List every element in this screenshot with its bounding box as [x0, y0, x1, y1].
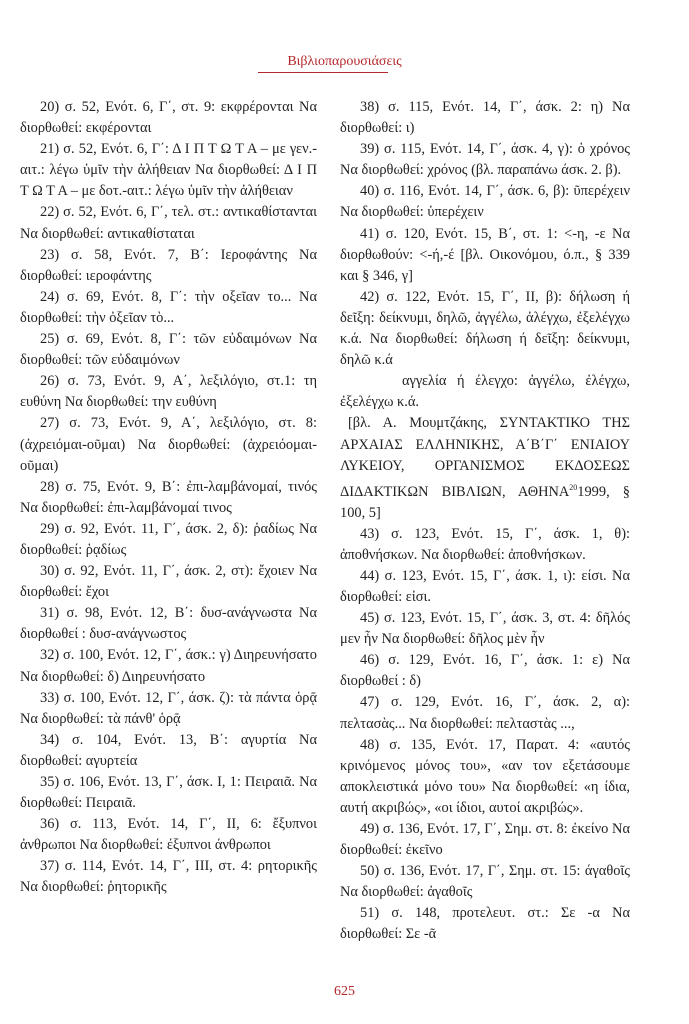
left-column — [20, 97, 317, 899]
erratum-item: 21) σ. 52, Ενότ. 6, Γ΄: Δ Ι Π Τ Ω Τ Α – με γεν.-αιτ.: λέγω ὑμῖν τὴν ἀλήθειαν Να διορθωθεί: Δ Ι Π Τ Ω Τ Α – με δοτ.-αιτ.: λέγω ὑμῖν τὴν ἀλήθειαν — [20, 141, 317, 200]
erratum-item: 45) σ. 123, Ενότ. 15, Γ΄, άσκ. 3, στ. 4: δῆλός μεν ἦν Να διορθωθεί: δῆλος μὲν ἦν — [340, 610, 630, 648]
erratum-item: 20) σ. 52, Ενότ. 6, Γ΄, στ. 9: εκφρέρονται Να διορθωθεί: εκφέρονται — [20, 99, 317, 137]
erratum-item: 34) σ. 104, Ενότ. 13, Β΄: αγυρτία Να διορθωθεί: αγυρτεία — [20, 731, 317, 769]
erratum-item: 24) σ. 69, Ενότ. 8, Γ΄: τὴν οξεῖαν το... Να διορθωθεί: τὴν ὀξεῖαν τὸ... — [20, 288, 317, 326]
erratum-item: 43) σ. 123, Ενότ. 15, Γ΄, άσκ. 1, θ): ἀποθνήσκων. Να διορθωθεί: ἀποθνήσκων. — [340, 525, 630, 563]
bibliography-reference — [340, 413, 630, 523]
erratum-item: 40) σ. 116, Ενότ. 14, Γ΄, άσκ. 6, β): ῦπερέχειν Να διορθωθεί: ὑπερέχειν — [340, 183, 630, 221]
erratum-item: 44) σ. 123, Ενότ. 15, Γ΄, άσκ. 1, ι): είσι. Να διορθωθεί: εἰσι. — [340, 567, 630, 605]
erratum-item: 46) σ. 129, Ενότ. 16, Γ΄, άσκ. 1: ε) Να διορθωθεί : δ) — [340, 652, 630, 690]
erratum-item: 35) σ. 106, Ενότ. 13, Γ΄, άσκ. Ι, 1: Πειραιᾶ. Να διορθωθεί: Πειραιᾶ. — [20, 774, 317, 812]
header-underline — [258, 72, 388, 73]
right-column — [340, 97, 630, 946]
erratum-item: 22) σ. 52, Ενότ. 6, Γ΄, τελ. στ.: αντικαθίστανται Να διορθωθεί: αντικαθίσταται — [20, 204, 317, 242]
erratum-item: 39) σ. 115, Ενότ. 14, Γ΄, άσκ. 4, γ): ὁ χρόνος Να διορθωθεί: χρόνος (βλ. παραπάνω άσκ. 2. β). — [340, 141, 630, 179]
erratum-item: 30) σ. 92, Ενότ. 11, Γ΄, άσκ. 2, στ): ἔχοιεν Να διορθωθεί: ἔχοι — [20, 563, 317, 601]
erratum-item: 49) σ. 136, Ενότ. 17, Γ΄, Σημ. στ. 8: ἐκείνο Να διορθωθεί: ἐκεῖνο — [340, 820, 630, 859]
erratum-item: 51) σ. 148, προτελευτ. στ.: Σε -α Να διορθωθεί: Σε -ᾶ — [340, 905, 630, 943]
erratum-item: 48) σ. 135, Ενότ. 17, Παρατ. 4: «αυτός κρινόμενος μόνος του», «αν τον εξετάσουμε αποκλειστικά μόνο του» Να διορθωθεί: «η ίδια, αυτή ακριβώς», «οι ίδιοι, αυτοί ακριβώς». — [340, 736, 630, 816]
erratum-item: 23) σ. 58, Ενότ. 7, Β΄: Ιεροφάντης Να διορθωθεί: ιεροφάντης — [20, 246, 317, 284]
erratum-item: 27) σ. 73, Ενότ. 9, Α΄, λεξιλόγιο, στ. 8: (ἀχρειόμαι-οῦμαι) Να διορθωθεί: (ἀχρειόομαι-οῦμαι) — [20, 415, 317, 474]
erratum-item: 32) σ. 100, Ενότ. 12, Γ΄, άσκ.: γ) Διηρευνήσατο Να διορθωθεί: δ) Διηρευνήσατο — [20, 647, 317, 685]
erratum-item: 50) σ. 136, Ενότ. 17, Γ΄, Σημ. στ. 15: άγαθοῖς Να διορθωθεί: ἀγαθοῖς — [340, 863, 630, 901]
erratum-item: 41) σ. 120, Ενότ. 15, Β΄, στ. 1: <-η, -ε Να διορθωθούν: <-ή,-έ [βλ. Οικονόμου, ό.π., § 339 και § 346, γ] — [340, 225, 630, 284]
edition-superscript: 20 — [569, 482, 578, 492]
erratum-item: 47) σ. 129, Ενότ. 16, Γ΄, άσκ. 2, α): πελτασὰς... Να διορθωθεί: πελταστὰς ..., — [340, 694, 630, 732]
erratum-item: 25) σ. 69, Ενότ. 8, Γ΄: τῶν εὐδαιμόνων Να διορθωθεί: τῶν εὐδαιμόνων — [20, 331, 317, 369]
reference-text: [βλ. Α. Μουμτζάκης, ΣΥΝΤΑΚΤΙΚΟ ΤΗΣ ΑΡΧΑΙΑΣ ΕΛΛΗΝΙΚΗΣ, Α΄Β΄Γ΄ ΕΝΙΑΙΟΥ ΛΥΚΕΙΟΥ, ΟΡΓΑΝΙΣΜΟΣ ΕΚΔΟΣΕΩΣ ΔΙΔΑΚΤΙΚΩΝ ΒΙΒΛΙΩΝ, ΑΘΗΝΑ — [340, 415, 630, 500]
erratum-item: 37) σ. 114, Ενότ. 14, Γ΄, ΙΙΙ, στ. 4: ρητορικῆς Να διορθωθεί: ῥητορικῆς — [20, 858, 317, 896]
erratum-item: 29) σ. 92, Ενότ. 11, Γ΄, άσκ. 2, δ): ῥαδίως Να διορθωθεί: ῥᾳδίως — [20, 520, 317, 558]
erratum-item: 33) σ. 100, Ενότ. 12, Γ΄, άσκ. ζ): τὰ πάντα ὁρᾷ Να διορθωθεί: τὰ πάνθ' ὁρᾷ — [20, 689, 317, 727]
page-number: 625 — [334, 984, 355, 999]
erratum-item-continuation: αγγελία ή έλεγχο: ἀγγέλω, ἐλέγχω, ἐξελέγχω κ.ά. — [340, 373, 630, 411]
header-title: Βιβλιοπαρουσιάσεις — [287, 54, 402, 69]
erratum-item: 36) σ. 113, Ενότ. 14, Γ΄, ΙΙ, 6: ἔξυπνοι ἀνθρωποι Να διορθωθεί: έξυπνοι άνθρωποι — [20, 816, 317, 854]
erratum-item: 31) σ. 98, Ενότ. 12, Β΄: δυσ-ανάγνωστα Να διορθωθεί : δυσ-ανάγνωστος — [20, 605, 317, 643]
erratum-item: 28) σ. 75, Ενότ. 9, Β΄: ἐπι-λαμβάνομαί, τινός Να διορθωθεί: ἐπι-λαμβάνομαί τινος — [20, 478, 317, 516]
erratum-item: 26) σ. 73, Ενότ. 9, Α΄, λεξιλόγιο, στ.1: τη ευθύνη Να διορθωθεί: την ευθύνη — [20, 373, 317, 411]
erratum-item: 42) σ. 122, Ενότ. 15, Γ΄, ΙΙ, β): δήλωση ή δεῖξη: δείκνυμι, δηλῶ, ἀγγέλω, ἀλέγχω, ἐξελέγχω κ.ά. Να διορθωθεί: δήλωση ή δεῖξη: δείκνυμι, δηλῶ κ.ά — [340, 288, 630, 369]
running-header — [0, 52, 689, 70]
reference-tail: 1999, § 100, 5] — [340, 483, 630, 521]
erratum-item: 38) σ. 115, Ενότ. 14, Γ΄, άσκ. 2: η) Να διορθωθεί: ι) — [340, 99, 630, 137]
